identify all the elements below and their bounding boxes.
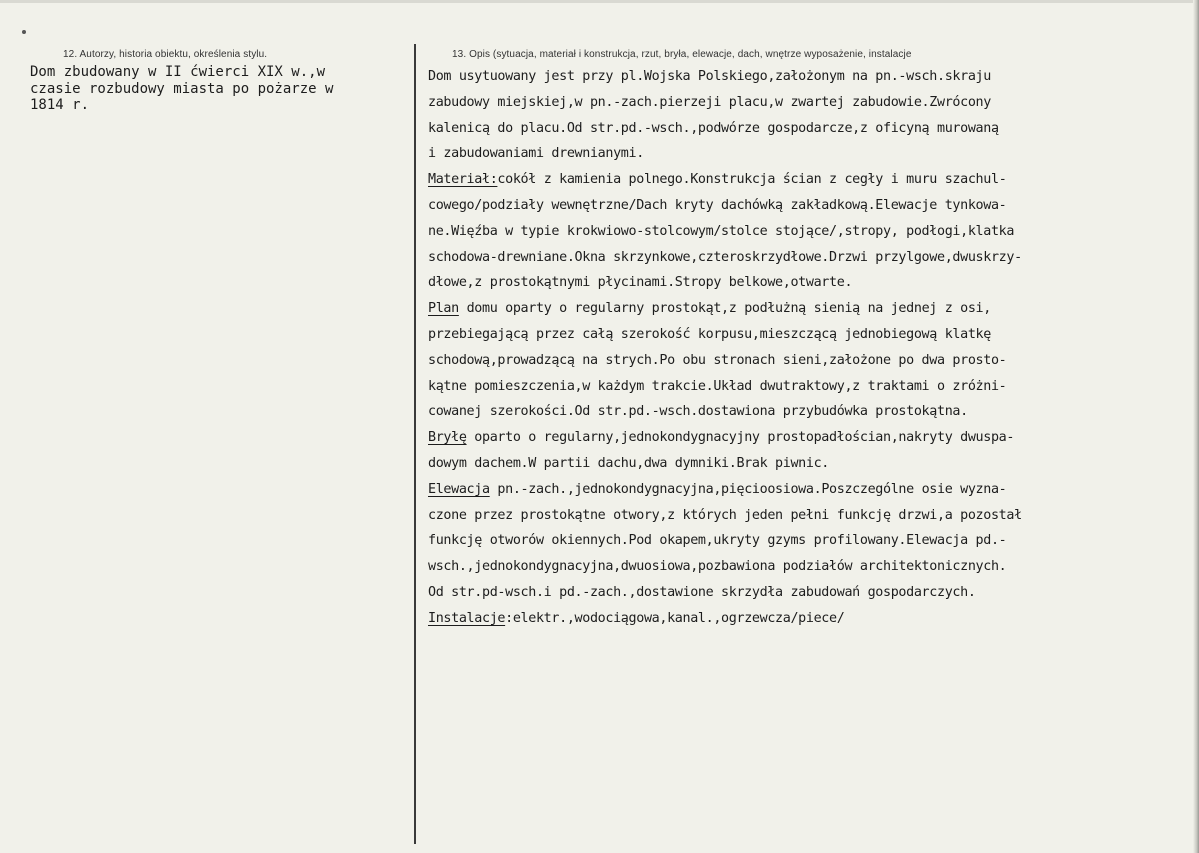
section-13-line <box>428 348 1022 374</box>
section-13-line <box>428 167 1022 193</box>
section-13-line-text: ne.Więźba w typie krokwiowo-stolcowym/stolce stojące/,stropy, podłogi,klatka <box>428 223 1015 239</box>
paper-right-edge <box>1193 0 1199 853</box>
section-13-line-text: domu oparty o regularny prostokąt,z podłużną sienią na jednej z osi, <box>458 301 991 317</box>
section-13-line-text: :elektr.,wodociągowa,kanal.,ogrzewcza/piece/ <box>505 610 845 626</box>
section-13-line-text: Od str.pd-wsch.i pd.-zach.,dostawione skrzydła zabudowań gospodarczych. <box>428 584 976 600</box>
section-13-line-text: cokół z kamienia polnego.Konstrukcja ścian z cegły i muru szachul- <box>497 172 1007 188</box>
section-13-heading: 13. Opis (sytuacja, materiał i konstrukcja, rzut, bryła, elewacje, dach, wnętrze wyposażenie, instalacje <box>452 49 912 60</box>
section-13-line-text: funkcję otworów okiennych.Pod okapem,ukryty gzyms profilowany.Elewacja pd.- <box>428 533 1007 549</box>
section-13-line <box>428 606 1022 632</box>
section-13-line-text: schodową,prowadzącą na strych.Po obu stronach sieni,założone po dwa prosto- <box>428 352 1007 368</box>
section-13-line-text: schodowa-drewniane.Okna skrzynkowe,czteroskrzydłowe.Drzwi przylgowe,dwuskrzy- <box>428 249 1022 265</box>
section-13-line-text: cowanej szerokości.Od str.pd.-wsch.dostawiona przybudówka prostokątna. <box>428 404 968 420</box>
section-13-line-text: dłowe,z prostokątnymi płycinami.Stropy belkowe,otwarte. <box>428 275 853 291</box>
section-13-line <box>428 219 1022 245</box>
section-12-line: czasie rozbudowy miasta po pożarze w <box>30 80 334 97</box>
section-13-line-text: Dom usytuowany jest przy pl.Wojska Polskiego,założonym na pn.-wsch.skraju <box>428 69 991 84</box>
section-13-body <box>428 64 1022 632</box>
section-13-line-text: kątne pomieszczenia,w każdym trakcie.Układ dwutraktowy,z traktami o zróżni- <box>428 378 1007 394</box>
section-13-line-text: przebiegającą przez całą szerokość korpusu,mieszczącą jednobiegową klatkę <box>428 326 991 342</box>
section-13-line <box>428 296 1022 322</box>
ink-dot <box>22 30 26 34</box>
paper-top-edge <box>0 0 1199 3</box>
section-13-line-text: pn.-zach.,jednokondygnacyjna,pięcioosiowa.Poszczególne osie wyzna- <box>489 481 1007 497</box>
section-13-line <box>428 245 1022 271</box>
section-13-line-text: kalenicą do placu.Od str.pd.-wsch.,podwórze gospodarcze,z oficyną murowaną <box>428 120 999 136</box>
section-13-line <box>428 580 1022 606</box>
section-13-line <box>428 270 1022 296</box>
section-13-subheading: Bryłę <box>428 430 467 446</box>
section-13-subheading: Plan <box>428 301 459 317</box>
section-13-line <box>428 399 1022 425</box>
section-12-body <box>30 64 333 114</box>
section-13-line-text: i zabudowaniami drewnianymi. <box>428 146 644 162</box>
section-13-line <box>428 374 1022 400</box>
section-13-line <box>428 425 1022 451</box>
section-13-line <box>428 116 1022 142</box>
section-13-line <box>428 503 1022 529</box>
section-13-line <box>428 554 1022 580</box>
section-13-line-text: dowym dachem.W partii dachu,dwa dymniki.Brak piwnic. <box>428 455 830 471</box>
section-13-line <box>428 141 1022 167</box>
section-13-line-text: wsch.,jednokondygnacyjna,dwuosiowa,pozbawiona podziałów architektonicznych. <box>428 559 1007 575</box>
section-13-line-text: oparto o regularny,jednokondygnacyjny prostopadłościan,nakryty dwuspa- <box>466 430 1015 446</box>
section-13-line-text: cowego/podziały wewnętrzne/Dach kryty dachówką zakładkową.Elewacje tynkowa- <box>428 197 1007 213</box>
section-13-line <box>428 322 1022 348</box>
section-13-line <box>428 477 1022 503</box>
section-13-line <box>428 528 1022 554</box>
column-divider <box>414 44 416 844</box>
section-13-line <box>428 64 1022 90</box>
section-13-line-text: czone przez prostokątne otwory,z których jeden pełni funkcję drzwi,a pozostał <box>428 507 1022 523</box>
section-12-line: Dom zbudowany w II ćwierci XIX w.,w <box>30 64 326 80</box>
section-12-line: 1814 r. <box>30 97 90 113</box>
section-13-subheading: Elewacja <box>428 481 490 497</box>
section-13-line <box>428 193 1022 219</box>
section-13-line <box>428 451 1022 477</box>
section-13-line <box>428 90 1022 116</box>
section-13-line-text: zabudowy miejskiej,w pn.-zach.pierzeji placu,w zwartej zabudowie.Zwrócony <box>428 94 991 110</box>
section-12-heading: 12. Autorzy, historia obiektu, określenia stylu. <box>63 49 268 60</box>
section-13-subheading: Materiał: <box>428 172 498 188</box>
section-13-subheading: Instalacje <box>428 610 506 626</box>
